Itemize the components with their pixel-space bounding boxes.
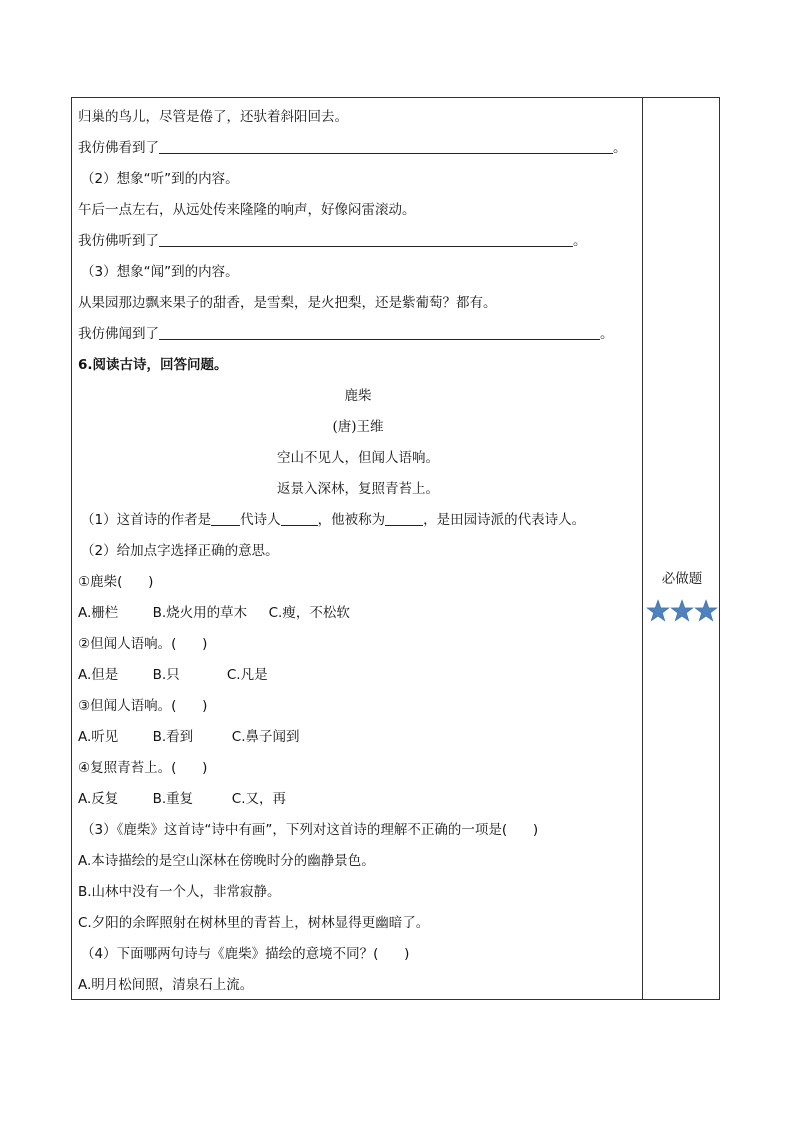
poem-line: 返景入深林，复照青苔上。 [277, 481, 439, 497]
question-item: ④复照青苔上。( ) [78, 760, 208, 776]
choice-options: A.听见 B.看到 C.鼻子闻到 [78, 729, 300, 745]
worksheet-table [71, 97, 720, 1000]
question-heading: （3）《鹿柴》这首诗“诗中有画”，下列对这首诗的理解不正确的一项是( ) [81, 822, 539, 838]
period: 。 [573, 233, 587, 249]
prompt-text: 我仿佛闻到了 [78, 326, 159, 342]
choice-option: A.明月松间照，清泉石上流。 [78, 977, 254, 993]
text-line: 从果园那边飘来果子的甜香，是雪梨，是火把梨，还是紫葡萄？都有。 [78, 295, 497, 311]
blank-poet[interactable] [281, 511, 318, 526]
choice-options: A.反复 B.重复 C.又，再 [78, 791, 287, 807]
answer-line-hear [78, 226, 638, 257]
prompt-text: 我仿佛听到了 [78, 233, 159, 249]
choice-option: C.夕阳的余晖照射在树林里的青苔上，树林显得更幽暗了。 [78, 915, 430, 931]
star-icon [647, 600, 669, 621]
column-divider [642, 98, 643, 999]
question-heading: （2）想象“听”到的内容。 [81, 171, 239, 187]
choice-options: A.栅栏 B.烧火用的草木 C.瘦，不松软 [78, 605, 350, 621]
period: 。 [600, 326, 614, 342]
blank-dynasty[interactable] [211, 511, 240, 526]
question-fill-in [78, 505, 638, 536]
required-label: 必做题 [661, 571, 703, 587]
prompt-text: 我仿佛看到了 [78, 140, 159, 156]
star-rating-icon [646, 598, 718, 624]
star-icon [695, 600, 717, 621]
question-text: ，是田园诗派的代表诗人。 [423, 512, 586, 528]
text-line: 午后一点左右，从远处传来隆隆的响声，好像闷雷滚动。 [78, 202, 416, 218]
period: 。 [613, 140, 627, 156]
question-item: ③但闻人语响。( ) [78, 698, 208, 714]
question-text: （1）这首诗的作者是 [81, 512, 212, 528]
answer-blank[interactable] [159, 230, 573, 247]
star-rating [643, 598, 721, 626]
answer-blank[interactable] [159, 323, 600, 340]
blank-title[interactable] [385, 511, 423, 526]
choice-options: A.但是 B.只 C.凡是 [78, 667, 268, 683]
question-item: ①鹿柴( ) [78, 574, 154, 590]
question-heading: （3）想象“闻”到的内容。 [81, 264, 239, 280]
question-text: 代诗人 [240, 512, 281, 528]
question-heading: （4）下面哪两句诗与《鹿柴》描绘的意境不同？( ) [81, 946, 410, 962]
poem-title: 鹿柴 [344, 388, 372, 404]
question-item: ②但闻人语响。( ) [78, 636, 208, 652]
answer-blank[interactable] [159, 137, 613, 154]
question-column [78, 102, 638, 1001]
choice-option: A.本诗描绘的是空山深林在傍晚时分的幽静景色。 [78, 853, 375, 869]
star-icon [671, 600, 693, 621]
question-text: ，他被称为 [317, 512, 386, 528]
text-line: 归巢的鸟儿，尽管是倦了，还驮着斜阳回去。 [78, 109, 348, 125]
answer-line-smell [78, 319, 638, 350]
question-heading: （2）给加点字选择正确的意思。 [81, 543, 279, 559]
choice-option: B.山林中没有一个人，非常寂静。 [78, 884, 281, 900]
answer-line-see [78, 133, 638, 164]
poem-line: 空山不见人，但闻人语响。 [277, 450, 439, 466]
poem-author: (唐)王维 [332, 419, 384, 435]
section-heading: 6.阅读古诗，回答问题。 [78, 357, 228, 373]
difficulty-column [643, 568, 721, 626]
